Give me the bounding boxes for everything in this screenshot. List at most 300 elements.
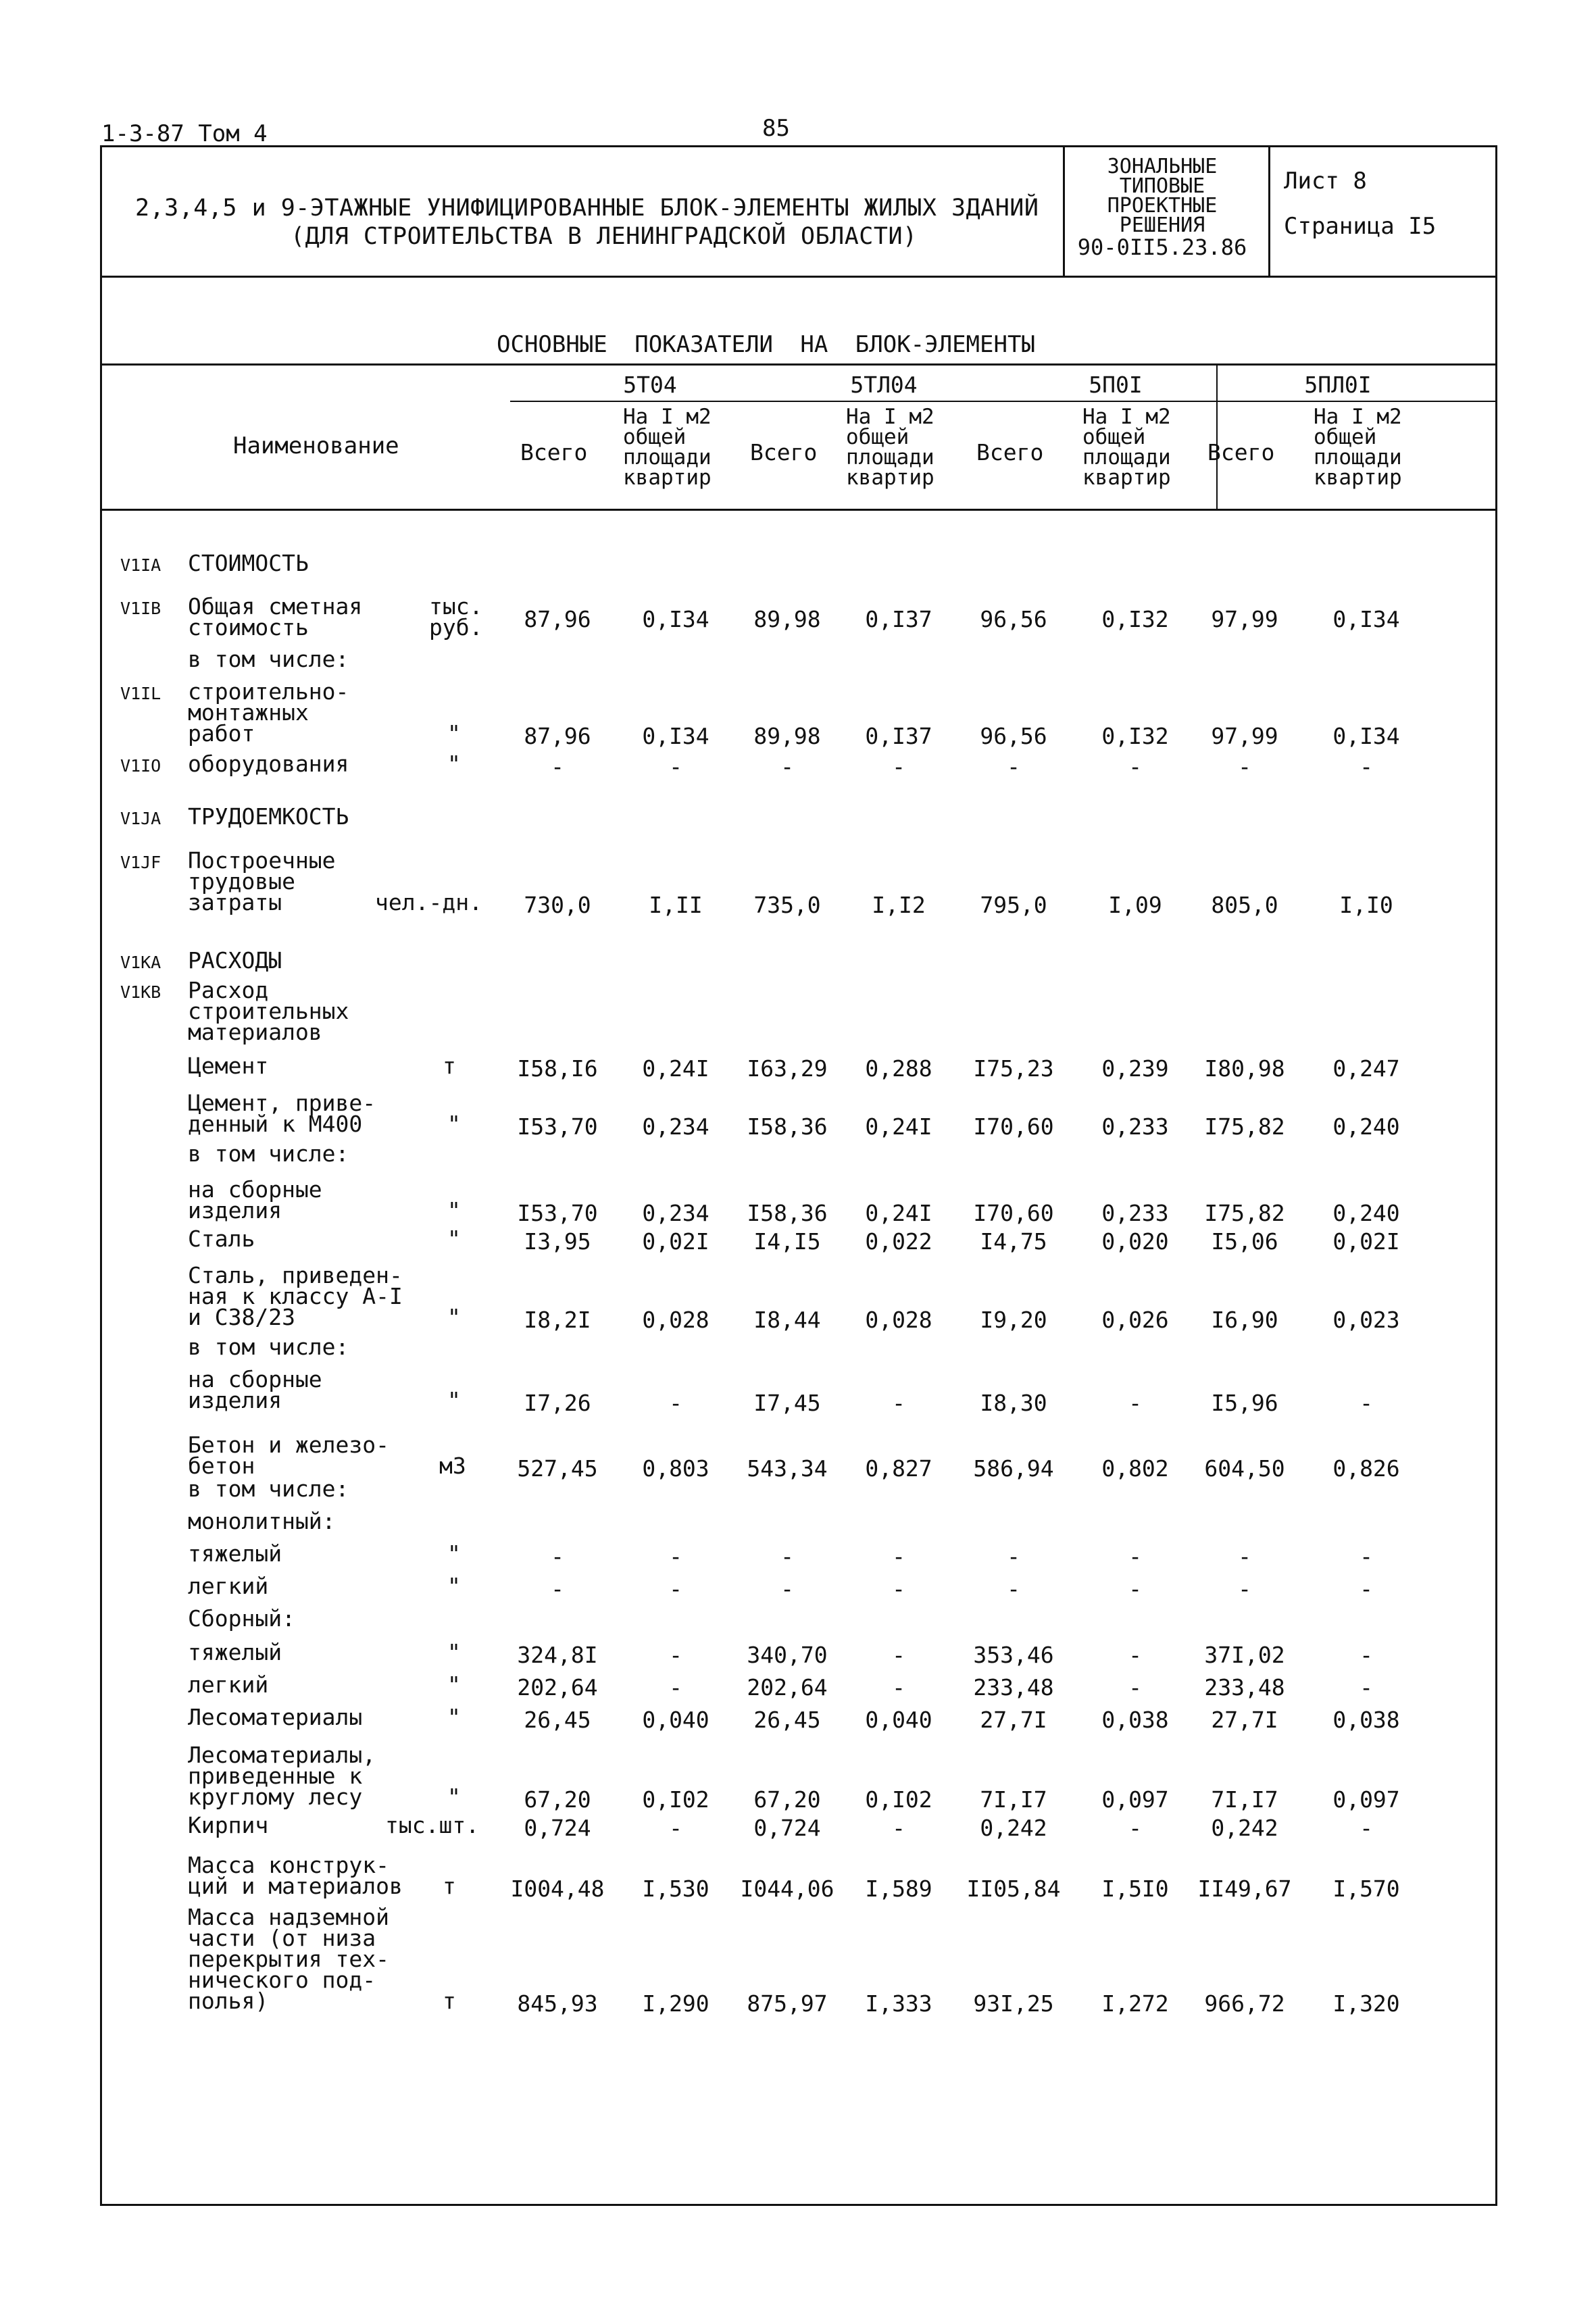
table-cell: I,I2 — [872, 892, 926, 918]
row-name — [188, 1904, 390, 2014]
table-cell: I3,95 — [524, 1228, 591, 1255]
table-cell: I7,26 — [524, 1390, 591, 1416]
per-m2-header-line: На I м2 — [1314, 405, 1402, 429]
table-cell: I,333 — [865, 1990, 932, 2017]
row-name-line: строительных — [188, 998, 349, 1024]
table-cell: - — [892, 1543, 905, 1569]
table-cell: 97,99 — [1211, 723, 1278, 749]
row-name-line: перекрытия тех- — [188, 1946, 390, 1972]
row-name-line: трудовые — [188, 868, 295, 895]
group-header-2: 5ТЛ04 — [850, 372, 918, 398]
table-cell: - — [1360, 1674, 1373, 1701]
row-unit: " — [447, 1226, 461, 1252]
table-cell: I044,06 — [740, 1876, 834, 1902]
table-cell: I,589 — [865, 1876, 932, 1902]
row-name — [188, 1671, 269, 1698]
table-cell: I75,82 — [1204, 1200, 1285, 1226]
table-cell: I4,I5 — [753, 1228, 821, 1255]
table-cell: II05,84 — [966, 1876, 1061, 1902]
table-cell: I8,44 — [753, 1307, 821, 1333]
row-name — [188, 1476, 349, 1502]
row-name-line: ций и материалов — [188, 1873, 403, 1899]
page-number: 85 — [762, 115, 790, 142]
table-cell: 87,96 — [524, 723, 591, 749]
row-unit: " — [447, 720, 461, 747]
row-name-line: работ — [188, 720, 255, 747]
row-name-line: монолитный: — [188, 1508, 336, 1534]
table-cell: 202,64 — [517, 1674, 598, 1701]
row-name-line: в том числе: — [188, 646, 349, 672]
table-cell: 0,028 — [642, 1307, 709, 1333]
table-cell: I53,70 — [517, 1200, 598, 1226]
row-name — [188, 1432, 390, 1479]
row-name-line: тяжелый — [188, 1540, 282, 1567]
table-cell: - — [1128, 753, 1142, 780]
row-name — [188, 1176, 322, 1224]
table-cell: I53,70 — [517, 1113, 598, 1140]
per-m2-header-line: На I м2 — [846, 405, 934, 429]
column-header-bottom-line — [100, 509, 1497, 511]
row-name — [188, 646, 349, 672]
per-m2-header-line: квартир — [623, 466, 712, 490]
row-name — [188, 751, 349, 777]
table-cell: - — [892, 1674, 905, 1701]
table-cell: I4,75 — [980, 1228, 1047, 1255]
table-cell: 0,I34 — [1332, 606, 1400, 632]
row-unit: т — [443, 1873, 456, 1899]
table-cell: 527,45 — [517, 1455, 598, 1482]
table-cell: I,I0 — [1339, 892, 1393, 918]
row-name-line: приведенные к — [188, 1763, 363, 1789]
table-cell: - — [669, 1642, 682, 1668]
table-cell: 0,234 — [642, 1200, 709, 1226]
row-name — [188, 1742, 376, 1810]
table-cell: 0,802 — [1101, 1455, 1169, 1482]
row-unit: " — [447, 1197, 461, 1224]
table-cell: I,530 — [642, 1876, 709, 1902]
row-name-line: денный к М400 — [188, 1111, 363, 1137]
table-cell: - — [1238, 1576, 1251, 1602]
total-column-header: Всего — [1207, 439, 1275, 466]
table-cell: I58,I6 — [517, 1055, 598, 1082]
table-cell: - — [892, 753, 905, 780]
table-cell: 87,96 — [524, 606, 591, 632]
table-cell: 0,826 — [1332, 1455, 1400, 1482]
table-cell: 96,56 — [980, 723, 1047, 749]
row-name — [188, 1704, 363, 1730]
row-name-line: монтажных — [188, 699, 309, 726]
table-cell: I6,90 — [1211, 1307, 1278, 1333]
row-name-line: Построечные — [188, 847, 336, 874]
table-cell: 0,242 — [1211, 1815, 1278, 1841]
table-cell: 0,038 — [1101, 1707, 1169, 1733]
table-cell: - — [1360, 1642, 1373, 1668]
table-cell: 0,234 — [642, 1113, 709, 1140]
row-name — [188, 1334, 349, 1360]
row-name-line: в том числе: — [188, 1334, 349, 1360]
table-cell: 26,45 — [753, 1707, 821, 1733]
row-name-line: Сталь, приведен- — [188, 1262, 403, 1288]
table-cell: 543,34 — [747, 1455, 828, 1482]
table-cell: 233,48 — [973, 1674, 1054, 1701]
row-name — [188, 1053, 269, 1079]
table-cell: - — [1007, 1543, 1020, 1569]
table-cell: 0,288 — [865, 1055, 932, 1082]
row-name-line: затраты — [188, 889, 282, 915]
row-unit: " — [447, 1540, 461, 1567]
row-name-line: Лесоматериалы, — [188, 1742, 376, 1768]
row-name-line: оборудования — [188, 751, 349, 777]
total-column-header: Всего — [976, 439, 1044, 466]
table-cell: 324,8I — [517, 1642, 598, 1668]
table-cell: - — [669, 753, 682, 780]
row-name — [188, 1226, 255, 1252]
row-name-line: Бетон и железо- — [188, 1432, 390, 1458]
zone-line-3: ПРОЕКТНЫЕ — [1107, 194, 1218, 218]
table-cell: 875,97 — [747, 1990, 828, 2017]
table-cell: 97,99 — [1211, 606, 1278, 632]
row-name — [188, 1540, 282, 1567]
row-name — [188, 678, 349, 747]
table-cell: I,5I0 — [1101, 1876, 1169, 1902]
table-cell: 26,45 — [524, 1707, 591, 1733]
table-cell: 0,247 — [1332, 1055, 1400, 1082]
row-code: V1IO — [120, 756, 161, 776]
per-m2-header-line: общей — [1314, 425, 1377, 449]
per-m2-column-header — [1082, 407, 1171, 488]
row-unit: " — [447, 1387, 461, 1413]
table-cell: - — [1128, 1642, 1142, 1668]
table-cell: - — [669, 1390, 682, 1416]
per-m2-header-line: квартир — [1082, 466, 1171, 490]
row-code: V1KA — [120, 953, 161, 972]
table-cell: I5,96 — [1211, 1390, 1278, 1416]
row-name — [188, 1639, 282, 1665]
subtitle-bottom-line — [100, 363, 1497, 366]
row-code: V1IB — [120, 599, 161, 618]
table-cell: 96,56 — [980, 606, 1047, 632]
row-name-line: круглому лесу — [188, 1784, 363, 1810]
title-divider-2 — [1268, 145, 1270, 276]
row-name — [188, 550, 309, 576]
table-cell: 7I,I7 — [980, 1786, 1047, 1813]
table-cell: 0,242 — [980, 1815, 1047, 1841]
table-cell: 0,I02 — [865, 1786, 932, 1813]
table-cell: - — [1128, 1576, 1142, 1602]
document-reference: 1-3-87 Том 4 — [101, 120, 268, 147]
row-code: V1IL — [120, 684, 161, 703]
row-name — [188, 593, 363, 640]
row-name-line: в том числе: — [188, 1476, 349, 1502]
row-name-line: изделия — [188, 1197, 282, 1224]
row-name-line: ная к классу А-I — [188, 1283, 403, 1309]
total-column-header: Всего — [520, 439, 588, 466]
table-cell: I8,30 — [980, 1390, 1047, 1416]
row-unit: чел.-дн. — [375, 889, 482, 915]
table-cell: - — [1128, 1674, 1142, 1701]
table-cell: 353,46 — [973, 1642, 1054, 1668]
row-name-line: СТОИМОСТЬ — [188, 550, 309, 576]
table-cell: I70,60 — [973, 1113, 1054, 1140]
per-m2-header-line: общей — [1082, 425, 1146, 449]
per-m2-column-header — [1314, 407, 1402, 488]
table-cell: I75,23 — [973, 1055, 1054, 1082]
table-cell: 27,7I — [1211, 1707, 1278, 1733]
table-cell: 93I,25 — [973, 1990, 1054, 2017]
zone-line-5: 90-0II5.23.86 — [1077, 234, 1247, 260]
table-cell: - — [1360, 1543, 1373, 1569]
row-name — [188, 1573, 269, 1599]
row-unit: тыс.шт. — [385, 1812, 480, 1838]
row-name-line: и С38/23 — [188, 1304, 295, 1330]
sheet-number: Лист 8 — [1284, 168, 1367, 195]
row-name — [188, 1366, 322, 1413]
table-cell: 0,028 — [865, 1307, 932, 1333]
row-unit: " — [447, 1304, 461, 1330]
table-cell: I004,48 — [510, 1876, 605, 1902]
table-cell: 805,0 — [1211, 892, 1278, 918]
per-m2-header-line: площади — [1314, 445, 1402, 470]
per-m2-header-line: общей — [623, 425, 687, 449]
table-cell: 586,94 — [973, 1455, 1054, 1482]
table-cell: - — [892, 1390, 905, 1416]
table-cell: - — [1007, 753, 1020, 780]
table-cell: 27,7I — [980, 1707, 1047, 1733]
table-cell: 0,097 — [1332, 1786, 1400, 1813]
table-cell: 67,20 — [524, 1786, 591, 1813]
table-cell: 0,I32 — [1101, 723, 1169, 749]
table-cell: I,09 — [1108, 892, 1162, 918]
document-title-line1: 2,3,4,5 и 9-ЭТАЖНЫЕ УНИФИЦИРОВАННЫЕ БЛОК-ЭЛЕМЕНТЫ ЖИЛЫХ ЗДАНИЙ — [135, 195, 1039, 222]
zone-line-2: ТИПОВЫЕ — [1119, 174, 1205, 198]
per-m2-header-line: квартир — [1314, 466, 1402, 490]
group-header-4: 5ПЛ0I — [1304, 372, 1372, 398]
table-cell: 0,24I — [642, 1055, 709, 1082]
row-name — [188, 1262, 403, 1330]
table-cell: 0,24I — [865, 1200, 932, 1226]
table-cell: - — [1128, 1543, 1142, 1569]
table-cell: I8,2I — [524, 1307, 591, 1333]
table-cell: - — [1007, 1576, 1020, 1602]
title-block-bottom-line — [100, 276, 1497, 278]
table-cell: 0,233 — [1101, 1113, 1169, 1140]
table-cell: - — [1128, 1815, 1142, 1841]
row-name-line: Масса надземной — [188, 1904, 390, 1930]
table-cell: - — [1238, 753, 1251, 780]
row-name-line: легкий — [188, 1573, 269, 1599]
table-cell: - — [1128, 1390, 1142, 1416]
row-name-line: Лесоматериалы — [188, 1704, 363, 1730]
table-cell: I7,45 — [753, 1390, 821, 1416]
table-cell: I,290 — [642, 1990, 709, 2017]
table-cell: - — [1238, 1543, 1251, 1569]
zone-line-1: ЗОНАЛЬНЫЕ — [1107, 155, 1218, 178]
table-cell: I5,06 — [1211, 1228, 1278, 1255]
row-unit: тыс. руб. — [429, 593, 483, 640]
row-unit: " — [447, 1784, 461, 1810]
table-cell: 202,64 — [747, 1674, 828, 1701]
row-name-line: в том числе: — [188, 1140, 349, 1167]
table-cell: I,272 — [1101, 1990, 1169, 2017]
table-cell: 37I,02 — [1204, 1642, 1285, 1668]
row-name-line: изделия — [188, 1387, 282, 1413]
table-cell: I63,29 — [747, 1055, 828, 1082]
table-cell: 0,24I — [865, 1113, 932, 1140]
table-cell: - — [1360, 1576, 1373, 1602]
table-cell: 0,I32 — [1101, 606, 1169, 632]
row-name — [188, 803, 349, 830]
table-cell: 7I,I7 — [1211, 1786, 1278, 1813]
row-name-line: материалов — [188, 1019, 322, 1045]
table-cell: 0,I02 — [642, 1786, 709, 1813]
table-cell: 0,020 — [1101, 1228, 1169, 1255]
row-name-line: РАСХОДЫ — [188, 947, 282, 974]
row-name-line: Кирпич — [188, 1812, 269, 1838]
table-cell: 0,I34 — [1332, 723, 1400, 749]
table-cell: I80,98 — [1204, 1055, 1285, 1082]
table-cell: 735,0 — [753, 892, 821, 918]
per-m2-header-line: На I м2 — [623, 405, 712, 429]
table-cell: 0,724 — [753, 1815, 821, 1841]
zonal-solutions-block — [1061, 155, 1264, 260]
table-cell: 0,233 — [1101, 1200, 1169, 1226]
table-cell: I9,20 — [980, 1307, 1047, 1333]
row-name — [188, 1090, 376, 1137]
table-cell: - — [892, 1576, 905, 1602]
document-title-line2: (ДЛЯ СТРОИТЕЛЬСТВА В ЛЕНИНГРАДСКОЙ ОБЛАСТИ) — [291, 223, 918, 250]
row-name-line: стоимость — [188, 614, 309, 640]
per-m2-header-line: площади — [1082, 445, 1171, 470]
row-name-line: полья) — [188, 1988, 269, 2014]
table-cell: 0,I34 — [642, 606, 709, 632]
table-cell: 0,02I — [642, 1228, 709, 1255]
row-unit: " — [447, 1111, 461, 1137]
table-cell: - — [669, 1674, 682, 1701]
table-subtitle: ОСНОВНЫЕ ПОКАЗАТЕЛИ НА БЛОК-ЭЛЕМЕНТЫ — [497, 331, 1035, 358]
table-cell: 0,022 — [865, 1228, 932, 1255]
table-cell: - — [551, 1543, 564, 1569]
table-cell: 0,240 — [1332, 1113, 1400, 1140]
row-unit: " — [447, 1573, 461, 1599]
table-cell: - — [1360, 1815, 1373, 1841]
row-name — [188, 1140, 349, 1167]
row-unit: " — [447, 1671, 461, 1698]
table-cell: 0,239 — [1101, 1055, 1169, 1082]
group-divider — [1216, 363, 1218, 509]
row-name-line: Сборный: — [188, 1605, 295, 1632]
table-cell: 795,0 — [980, 892, 1047, 918]
row-name — [188, 977, 349, 1045]
row-code: V1JA — [120, 809, 161, 828]
per-m2-column-header — [846, 407, 934, 488]
row-name — [188, 1605, 295, 1632]
row-name-line: Масса конструк- — [188, 1852, 390, 1878]
zone-line-4: РЕШЕНИЯ — [1119, 213, 1205, 237]
group-header-1: 5Т04 — [623, 372, 677, 398]
page-label: Страница I5 — [1284, 213, 1437, 240]
table-cell: - — [669, 1543, 682, 1569]
table-cell: 340,70 — [747, 1642, 828, 1668]
table-cell: I75,82 — [1204, 1113, 1285, 1140]
table-cell: 845,93 — [517, 1990, 598, 2017]
row-name-line: на сборные — [188, 1366, 322, 1392]
total-column-header: Всего — [750, 439, 818, 466]
row-code: V1KB — [120, 982, 161, 1002]
row-name-line: Цемент, приве- — [188, 1090, 376, 1116]
table-cell: - — [780, 753, 794, 780]
per-m2-header-line: площади — [846, 445, 934, 470]
table-cell: 89,98 — [753, 723, 821, 749]
table-cell: - — [780, 1576, 794, 1602]
table-cell: 0,I37 — [865, 606, 932, 632]
row-name — [188, 947, 282, 974]
row-name-line: на сборные — [188, 1176, 322, 1203]
table-cell: 0,240 — [1332, 1200, 1400, 1226]
per-m2-header-line: площади — [623, 445, 712, 470]
row-name-line: части (от низа — [188, 1925, 376, 1951]
row-unit: т — [443, 1053, 456, 1079]
table-cell: I70,60 — [973, 1200, 1054, 1226]
row-unit: " — [447, 751, 461, 777]
row-name-line: Цемент — [188, 1053, 269, 1079]
table-cell: 0,724 — [524, 1815, 591, 1841]
row-name-line: ТРУДОЕМКОСТЬ — [188, 803, 349, 830]
row-name — [188, 847, 336, 915]
table-cell: 0,097 — [1101, 1786, 1169, 1813]
table-cell: 0,026 — [1101, 1307, 1169, 1333]
table-cell: I,320 — [1332, 1990, 1400, 2017]
table-cell: - — [669, 1576, 682, 1602]
row-name-line: легкий — [188, 1671, 269, 1698]
table-cell: - — [1360, 753, 1373, 780]
table-cell: I,II — [649, 892, 703, 918]
table-cell: 0,I37 — [865, 723, 932, 749]
name-column-header: Наименование — [233, 432, 399, 459]
table-cell: 0,040 — [642, 1707, 709, 1733]
table-cell: 0,023 — [1332, 1307, 1400, 1333]
table-cell: - — [551, 1576, 564, 1602]
table-cell: - — [892, 1815, 905, 1841]
per-m2-header-line: На I м2 — [1082, 405, 1171, 429]
group-header-line — [510, 401, 1497, 402]
table-cell: 67,20 — [753, 1786, 821, 1813]
group-header-3: 5П0I — [1089, 372, 1143, 398]
row-unit: " — [447, 1639, 461, 1665]
row-unit: т — [443, 1988, 456, 2014]
row-unit: м3 — [439, 1453, 466, 1479]
table-cell: 604,50 — [1204, 1455, 1285, 1482]
table-cell: I,570 — [1332, 1876, 1400, 1902]
table-cell: - — [892, 1642, 905, 1668]
row-code: V1IA — [120, 555, 161, 575]
table-cell: - — [669, 1815, 682, 1841]
table-cell: 0,803 — [642, 1455, 709, 1482]
per-m2-column-header — [623, 407, 712, 488]
row-name-line: тяжелый — [188, 1639, 282, 1665]
table-cell: 0,02I — [1332, 1228, 1400, 1255]
table-cell: 0,038 — [1332, 1707, 1400, 1733]
table-cell: - — [551, 753, 564, 780]
row-name — [188, 1852, 403, 1899]
per-m2-header-line: общей — [846, 425, 909, 449]
row-name — [188, 1812, 269, 1838]
table-cell: 730,0 — [524, 892, 591, 918]
row-unit: " — [447, 1704, 461, 1730]
table-cell: 0,827 — [865, 1455, 932, 1482]
table-cell: 89,98 — [753, 606, 821, 632]
table-cell: 0,I34 — [642, 723, 709, 749]
table-cell: - — [780, 1543, 794, 1569]
